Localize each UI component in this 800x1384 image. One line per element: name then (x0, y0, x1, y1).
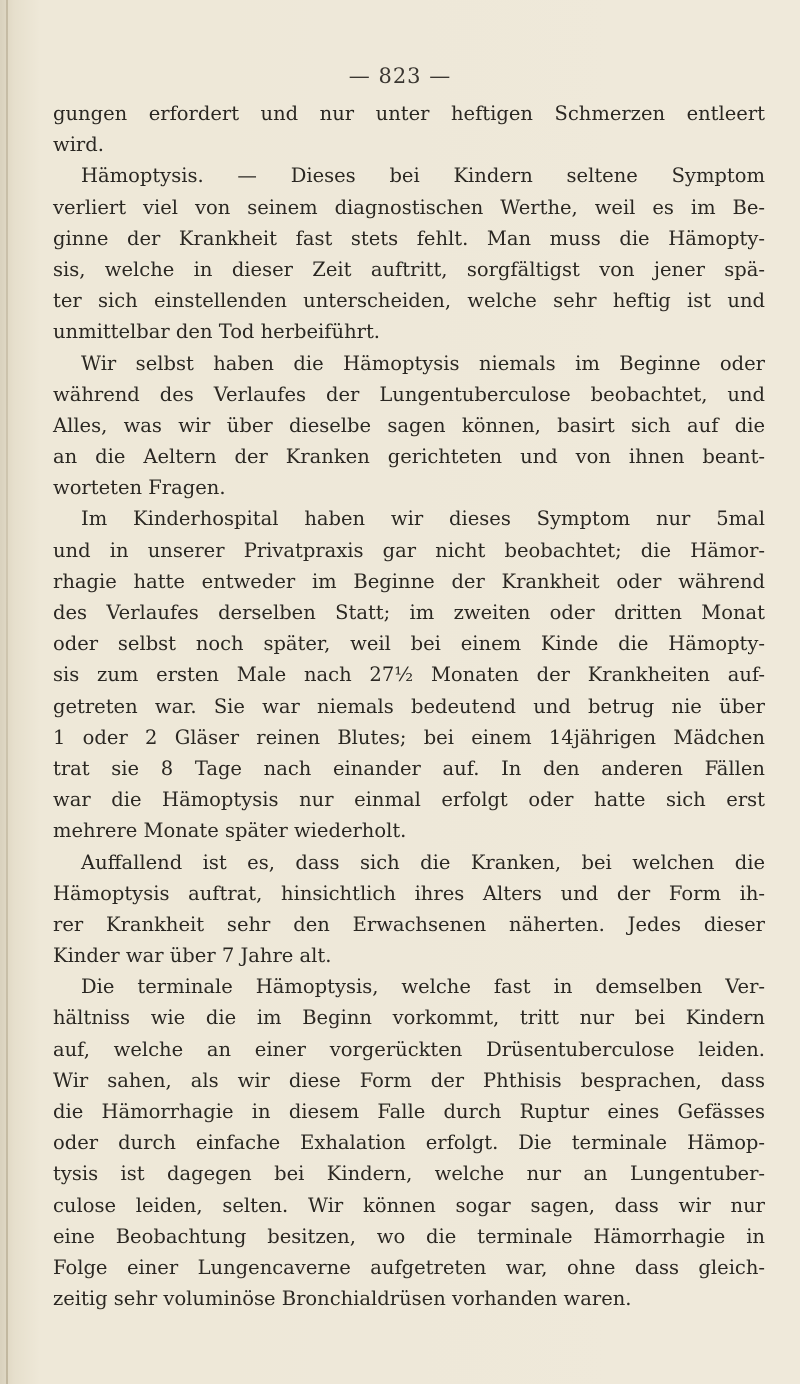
text-line: mehrere Monate später wiederholt. (53, 819, 407, 843)
page-number-header: — 823 — (348, 64, 452, 88)
text-line: sis, welche in dieser Zeit auftritt, sorgfältigst von jener spä- (53, 257, 765, 281)
text-line: die Hämorrhagie in diesem Falle durch Ruptur eines Gefässes (53, 1100, 765, 1123)
text-line: rer Krankheit sehr den Erwachsenen näherten. Jedes dieser (53, 912, 765, 936)
body-text (53, 98, 765, 1314)
text-line: Wir selbst haben die Hämoptysis niemals im Beginne oder (81, 351, 765, 375)
text-line: ginne der Krankheit fast stets fehlt. Man muss die Hämopty- (53, 226, 765, 250)
text-line: Wir sahen, als wir diese Form der Phthisis besprachen, dass (53, 1068, 765, 1092)
binding-edge (6, 0, 8, 1384)
text-line: getreten war. Sie war niemals bedeutend und betrug nie über (53, 694, 765, 718)
text-line: und in unserer Privatpraxis gar nicht beobachtet; die Hämor- (53, 538, 765, 562)
text-line: trat sie 8 Tage nach einander auf. In den anderen Fällen (53, 756, 765, 780)
text-line: eine Beobachtung besitzen, wo die terminale Hämorrhagie in (53, 1224, 765, 1248)
text-line: Hämoptysis. — Dieses bei Kindern seltene Symptom (81, 164, 765, 188)
text-line: wird. (53, 133, 104, 157)
text-line: ter sich einstellenden unterscheiden, welche sehr heftig ist und (53, 289, 765, 313)
text-line: sis zum ersten Male nach 27½ Monaten der Krankheiten auf- (53, 663, 765, 687)
text-line: oder selbst noch später, weil bei einem Kinde die Hämopty- (53, 632, 765, 656)
text-line: 1 oder 2 Gläser reinen Blutes; bei einem 14jährigen Mädchen (53, 725, 765, 749)
text-line: auf, welche an einer vorgerückten Drüsentuberculose leiden. (53, 1037, 765, 1061)
text-line: an die Aeltern der Kranken gerichteten und von ihnen beant- (53, 445, 765, 469)
text-line: worteten Fragen. (53, 476, 226, 500)
text-line: während des Verlaufes der Lungentuberculose beobachtet, und (53, 382, 765, 406)
text-line: war die Hämoptysis nur einmal erfolgt oder hatte sich erst (53, 788, 765, 812)
text-line: Im Kinderhospital haben wir dieses Symptom nur 5mal (81, 507, 765, 531)
text-line: tysis ist dagegen bei Kindern, welche nur an Lungentuber- (53, 1162, 765, 1186)
text-line: oder durch einfache Exhalation erfolgt. Die terminale Hämop- (53, 1131, 765, 1155)
text-line: Auffallend ist es, dass sich die Kranken, bei welchen die (81, 850, 765, 874)
text-line: hältniss wie die im Beginn vorkommt, tritt nur bei Kindern (53, 1006, 765, 1030)
text-line: Alles, was wir über dieselbe sagen können, basirt sich auf die (53, 413, 765, 437)
text-line: unmittelbar den Tod herbeiführt. (53, 320, 380, 344)
text-line: Kinder war über 7 Jahre alt. (53, 944, 332, 968)
text-line: des Verlaufes derselben Statt; im zweiten oder dritten Monat (53, 601, 765, 624)
text-line: gungen erfordert und nur unter heftigen Schmerzen entleert (53, 102, 765, 125)
text-line: zeitig sehr voluminöse Bronchialdrüsen vorhanden waren. (53, 1287, 632, 1311)
text-line: verliert viel von seinem diagnostischen Werthe, weil es im Be- (53, 195, 765, 219)
text-line: rhagie hatte entweder im Beginne der Krankheit oder während (53, 569, 765, 593)
text-line: Folge einer Lungencaverne aufgetreten war, ohne dass gleich- (53, 1255, 765, 1279)
text-line: Die terminale Hämoptysis, welche fast in demselben Ver- (81, 975, 765, 999)
text-line: culose leiden, selten. Wir können sogar sagen, dass wir nur (53, 1193, 765, 1217)
text-line: Hämoptysis auftrat, hinsichtlich ihres Alters und der Form ih- (53, 881, 765, 905)
